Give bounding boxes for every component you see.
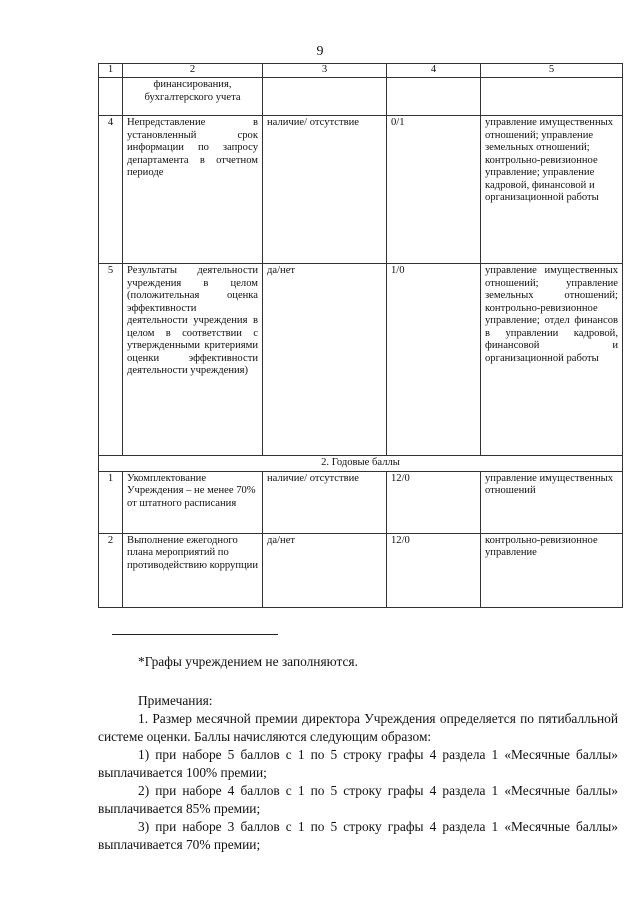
- points-cell: [387, 78, 481, 116]
- criterion-cell: Выполнение ежегодного плана мероприятий по противодействию коррупции: [123, 533, 263, 607]
- table-header-row: [99, 64, 623, 78]
- indicator-cell: да/нет: [263, 533, 387, 607]
- section-row: [99, 456, 623, 472]
- points-cell: 1/0: [387, 264, 481, 456]
- table-row: [99, 533, 623, 607]
- responsible-cell: управление имущественных отношений; управление земельных отношений; контрольно-ревизионное управление; отдел финансов в управлении кадровой, финансовой и организационной работы: [481, 264, 623, 456]
- criterion-cell: Результаты деятельности учреждения в целом (положительная оценка эффективности деятельности учреждения в целом в соответствии с утвержденными критериями оценки эффективности деятельности учреждения): [123, 264, 263, 456]
- note-paragraph: 2) при наборе 4 баллов с 1 по 5 строку графы 4 раздела 1 «Месячные баллы» выплачивается 85% премии;: [98, 783, 618, 816]
- responsible-cell: контрольно-ревизионное управление: [481, 533, 623, 607]
- table-row: [99, 471, 623, 533]
- points-cell: 12/0: [387, 533, 481, 607]
- indicator-cell: наличие/ отсутствие: [263, 471, 387, 533]
- responsible-cell: [481, 78, 623, 116]
- column-header: 1: [99, 64, 123, 78]
- note-paragraph: 1) при наборе 5 баллов с 1 по 5 строку графы 4 раздела 1 «Месячные баллы» выплачивается 100% премии;: [98, 747, 618, 780]
- column-header: 2: [123, 64, 263, 78]
- points-cell: 0/1: [387, 116, 481, 264]
- row-number: 4: [99, 116, 123, 264]
- table-row: [99, 264, 623, 456]
- column-header: 4: [387, 64, 481, 78]
- responsible-cell: управление имущественных отношений: [481, 471, 623, 533]
- row-number: [99, 78, 123, 116]
- page-number: 9: [316, 44, 324, 59]
- column-header: 3: [263, 64, 387, 78]
- criteria-table: [98, 63, 623, 608]
- row-number: 1: [99, 471, 123, 533]
- points-cell: 12/0: [387, 471, 481, 533]
- responsible-cell: управление имущественных отношений; управление земельных отношений; контрольно-ревизионное управление; управление кадровой, финансовой и организационной работы: [481, 116, 623, 264]
- column-header: 5: [481, 64, 623, 78]
- indicator-cell: наличие/ отсутствие: [263, 116, 387, 264]
- indicator-cell: [263, 78, 387, 116]
- footnote-divider: [112, 634, 278, 635]
- table-row: [99, 116, 623, 264]
- notes-heading: Примечания:: [138, 693, 213, 708]
- row-number: 5: [99, 264, 123, 456]
- table-row: [99, 78, 623, 116]
- criterion-cell: Непредставление в установленный срок информации по запросу департамента в отчетном периоде: [123, 116, 263, 264]
- indicator-cell: да/нет: [263, 264, 387, 456]
- criterion-cell: финансирования, бухгалтерского учета: [123, 78, 263, 116]
- footnote: *Графы учреждением не заполняются.: [138, 654, 358, 669]
- notes-section: [98, 692, 618, 854]
- section-title: 2. Годовые баллы: [99, 456, 623, 472]
- criterion-cell: Укомплектование Учреждения – не менее 70% от штатного расписания: [123, 471, 263, 533]
- note-paragraph: 1. Размер месячной премии директора Учреждения определяется по пятибалльной системе оценки. Баллы начисляются следующим образом:: [98, 711, 618, 744]
- row-number: 2: [99, 533, 123, 607]
- note-paragraph: 3) при наборе 3 баллов с 1 по 5 строку графы 4 раздела 1 «Месячные баллы» выплачивается 70% премии;: [98, 819, 618, 852]
